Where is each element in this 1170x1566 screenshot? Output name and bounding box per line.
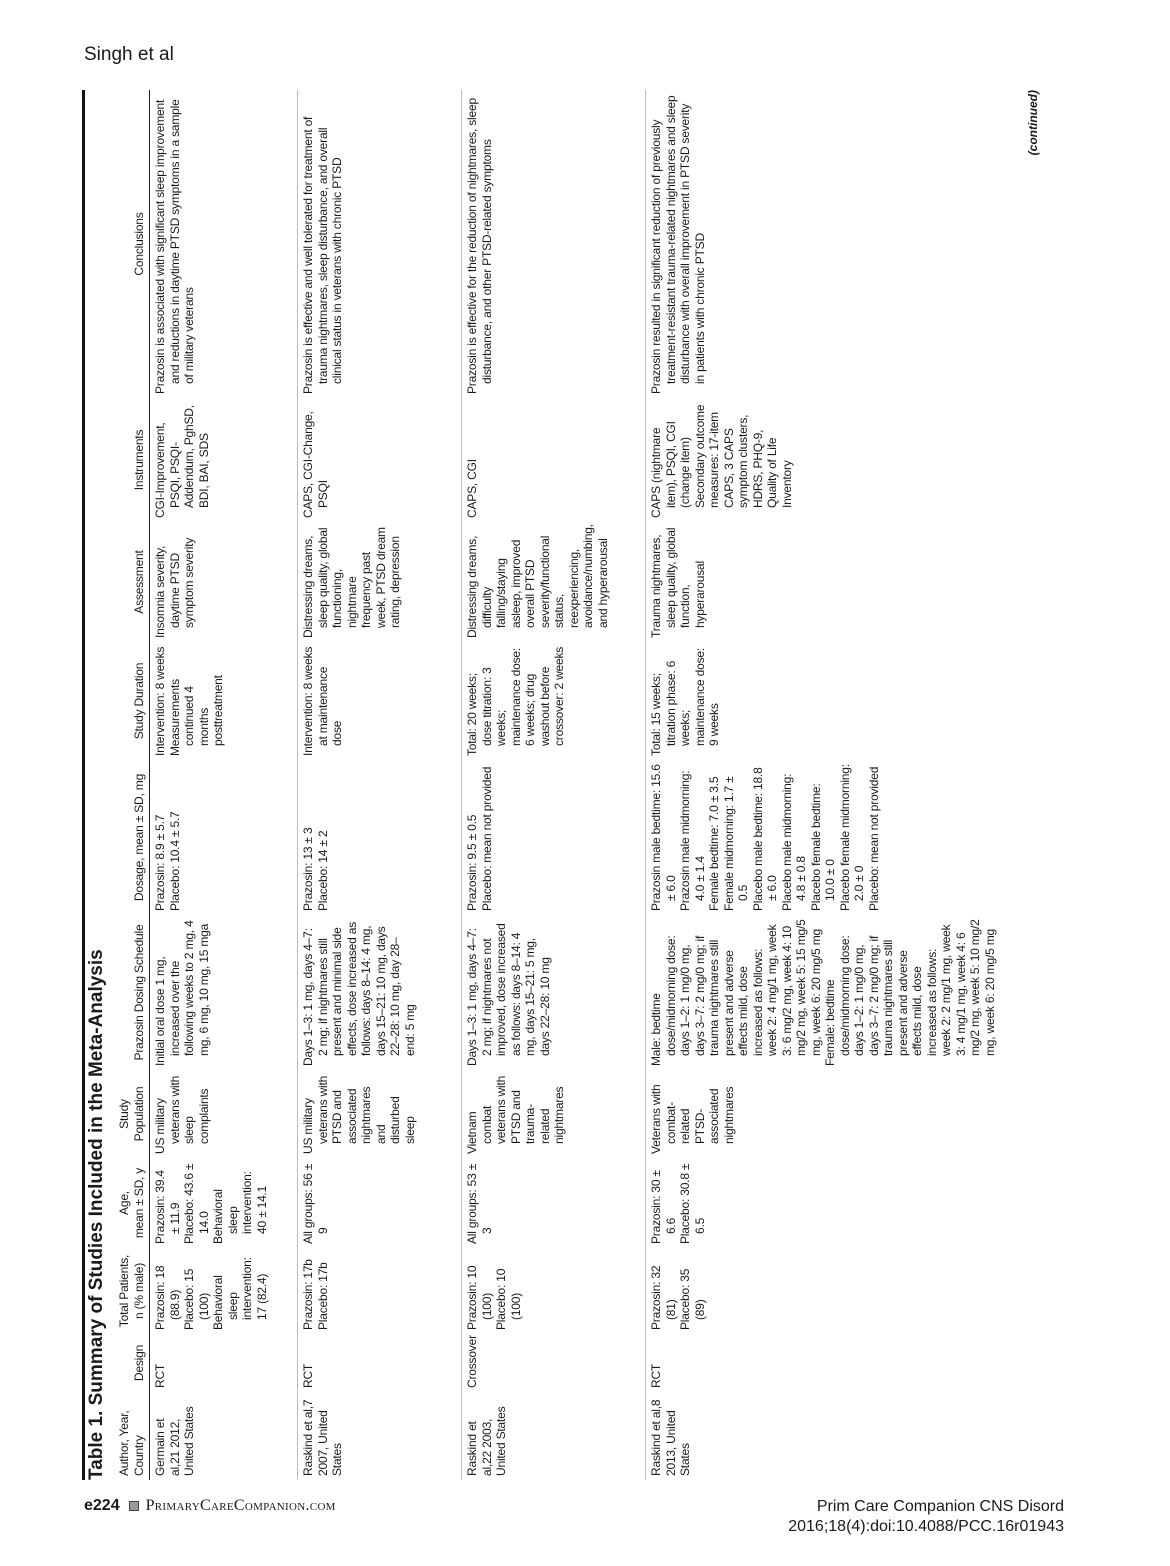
footer-left bbox=[84, 1497, 336, 1515]
dosage-line: Placebo: mean not provided bbox=[866, 766, 881, 911]
cell-instruments bbox=[298, 398, 462, 522]
patients-line: Placebo: 10 (100) bbox=[494, 1268, 523, 1330]
conclusions-text: Prazosin is effective and well tolerated for treatment of trauma nightmares, sleep disturbance, and overall clinical status in veterans with chronic PTSD bbox=[301, 116, 344, 394]
cell-age bbox=[298, 1158, 462, 1248]
cell-assessment bbox=[646, 522, 1000, 642]
table-row bbox=[150, 90, 298, 1480]
age-line: Prazosin: 39.4 ± 11.9 bbox=[153, 1170, 182, 1244]
header-instruments: Instruments bbox=[108, 398, 150, 522]
cell-dosage bbox=[150, 760, 298, 915]
footer-right bbox=[788, 1497, 1064, 1537]
patients-line: Prazosin: 17b bbox=[301, 1259, 315, 1330]
cell-patients bbox=[150, 1248, 298, 1334]
age-line: Prazosin: 30 ± 6.6 bbox=[649, 1170, 678, 1244]
conclusions-text: Prazosin is associated with significant sleep improvement and reductions in daytime PTSD symptoms in a sample of military veterans bbox=[153, 99, 196, 394]
cell-instruments bbox=[462, 398, 646, 522]
instruments-text: CGI-Improvement, PSQI, PSQI-Addendum, PghSD, BDI, BAI, SDS bbox=[153, 405, 211, 518]
dosage-line: Placebo male midmorning: 4.8 ± 0.8 bbox=[779, 773, 808, 911]
age-line: Placebo: 43.6 ± 14.0 bbox=[182, 1163, 211, 1244]
table-row bbox=[462, 90, 646, 1480]
dosage-line: Female midmorning: 1.7 ± 0.5 bbox=[721, 776, 750, 911]
assessment-text: Insomnia severity, daytime PTSD symptom severity bbox=[153, 537, 196, 638]
cell-population bbox=[462, 1070, 646, 1158]
cell-design: Crossover bbox=[462, 1334, 646, 1392]
cell-patients bbox=[646, 1248, 1000, 1334]
cell-conclusions bbox=[150, 90, 298, 398]
cell-conclusions bbox=[646, 90, 1000, 398]
cell-patients bbox=[298, 1248, 462, 1334]
population-text: Veterans with combat-related PTSD-associated nightmares bbox=[649, 1084, 736, 1154]
dosage-line: Prazosin male bedtime: 15.6 ± 6.0 bbox=[649, 764, 678, 911]
cell-patients bbox=[462, 1248, 646, 1334]
conclusions-text: Prazosin is effective for the reduction of nightmares, sleep disturbance, and other PTSD-related symptoms bbox=[465, 98, 494, 394]
cell-design: RCT bbox=[298, 1334, 462, 1392]
cell-design: RCT bbox=[649, 1363, 663, 1388]
dosing-text: Female: bedtime dose/midmorning dose: days 1–2: 1 mg/0 mg, days 3–7: 2 mg/0 mg; if trauma nightmares still present and adverse effects mild, dose increased as follows: week 2: 2 mg/1 mg, week 3: 4 mg/1 mg, week 4: 6 mg/2 mg, week 5: 10 mg/2 mg, week 6: 20 mg/5 mg bbox=[823, 919, 997, 1066]
instruments-text: CAPS, CGI bbox=[465, 459, 479, 518]
header-patients: Total Patients, n (% male) bbox=[108, 1248, 150, 1334]
cell-dosing bbox=[462, 915, 646, 1070]
cell-conclusions bbox=[462, 90, 646, 398]
duration-line: Total: 20 weeks; dose titration: 3 weeks; maintenance dose: 6 weeks; drug washout before crossover: 2 weeks bbox=[465, 646, 566, 756]
header-duration: Study Duration bbox=[108, 642, 150, 760]
cell-duration bbox=[150, 642, 298, 760]
cell-age bbox=[646, 1158, 1000, 1248]
cell-assessment bbox=[150, 522, 298, 642]
page-number: e224 bbox=[84, 1497, 120, 1514]
footer-journal: Prim Care Companion CNS Disord bbox=[816, 1498, 1064, 1515]
patients-line: Placebo: 15 (100) bbox=[182, 1268, 211, 1330]
footer-citation: 2016;18(4):doi:10.4088/PCC.16r01943 bbox=[788, 1518, 1064, 1535]
patients-line: Behavioral sleep intervention: 17 (82.4) bbox=[211, 1257, 269, 1330]
duration-line: Total: 15 weeks; titration phase: 6 weeks; maintenance dose: 9 weeks bbox=[649, 647, 721, 756]
population-text: US military veterans with PTSD and associated nightmares and disturbed sleep bbox=[301, 1075, 417, 1154]
cell-duration bbox=[646, 642, 1000, 760]
dosage-line: Placebo: 14 ± 2 bbox=[315, 830, 330, 911]
cell-population bbox=[298, 1070, 462, 1158]
duration-line: Intervention: 8 weeks bbox=[153, 646, 167, 756]
cell-age bbox=[462, 1158, 646, 1248]
cell-author: Germain et al,21 2012, United States bbox=[150, 1392, 298, 1480]
cell-design: RCT bbox=[150, 1334, 298, 1392]
cell-dosage bbox=[462, 760, 646, 915]
header-assessment: Assessment bbox=[108, 522, 150, 642]
rotated-table-page bbox=[82, 90, 1060, 1480]
patients-line: Prazosin: 32 (81) bbox=[649, 1265, 678, 1330]
dosing-text: Male: bedtime dose/midmorning dose: days 1–2: 1 mg/0 mg, days 3–7: 2 mg/0 mg; if trauma nightmares still present and adverse effects mild, dose increased as follows: week 2: 4 mg/1 mg, week 3: 6 mg/2 mg, week 4: 10 mg/2 mg, week 5: 15 mg/5 mg, week 6: 20 mg/5 mg bbox=[649, 919, 823, 1066]
table-row bbox=[298, 90, 462, 1480]
patients-line: Prazosin: 18 (88.9) bbox=[153, 1265, 182, 1330]
cell-duration bbox=[298, 642, 462, 760]
age-line: Behavioral sleep intervention: 40 ± 14.1 bbox=[211, 1171, 269, 1244]
running-head: Singh et al bbox=[84, 44, 174, 65]
studies-table bbox=[108, 90, 999, 1480]
dosage-line: Prazosin: 9.5 ± 0.5 bbox=[465, 814, 479, 911]
header-dosing: Prazosin Dosing Schedule bbox=[108, 915, 150, 1070]
population-text: Vietnam combat veterans with PTSD and trauma-related nightmares bbox=[465, 1075, 566, 1154]
duration-line: Measurements continued 4 months posttreatment bbox=[167, 675, 225, 756]
dosage-line: Placebo female midmorning: 2.0 ± 0 bbox=[837, 764, 866, 911]
dosage-line: Prazosin: 13 ± 3 bbox=[301, 827, 315, 911]
instruments-text: CAPS (nightmare item), PSQI, CGI (change item) Secondary outcome measures: 17-item CAPS, 3 CAPS symptom clusters, HDRS, PHQ-9, Quality of Life Inventory bbox=[649, 404, 794, 518]
square-bullet-icon bbox=[129, 1501, 139, 1511]
dosing-text: Days 1–3: 1 mg, days 4–7: 2 mg; if nightmares still present and minimal side effects, dose increased as follows: days 8–14: 4 mg, days 15–21: 10 mg, days 22–28: 10 mg, day 28–end: 5 mg bbox=[301, 922, 417, 1066]
assessment-text: Distressing dreams, sleep quality, global functioning, nightmare frequency past week, PTSD dream rating, depression bbox=[301, 527, 402, 638]
footer-site: PrimaryCareCompanion.com bbox=[145, 1497, 336, 1514]
cell-dosing bbox=[150, 915, 298, 1070]
header-dosage: Dosage, mean ± SD, mg bbox=[108, 760, 150, 915]
dosage-line: Prazosin male midmorning: 4.0 ± 1.4 bbox=[678, 770, 707, 911]
cell-dosage bbox=[646, 760, 1000, 915]
table-title bbox=[82, 90, 108, 1480]
patients-line: Placebo: 17b bbox=[315, 1262, 330, 1330]
population-text: US military veterans with sleep complaints bbox=[153, 1075, 211, 1154]
cell-instruments bbox=[150, 398, 298, 522]
assessment-text: Distressing dreams, difficulty falling/staying asleep, improved overall PTSD severity/functional status, reexperiencing, avoidance/numbing, and hyperarousal bbox=[465, 524, 610, 638]
dosage-line: Placebo: 10.4 ± 5.7 bbox=[167, 811, 182, 911]
cell-population bbox=[646, 1070, 1000, 1158]
cell-assessment bbox=[298, 522, 462, 642]
table-header-row bbox=[108, 90, 150, 1480]
dosing-text: Initial oral dose 1 mg, increased over the following weeks to 2 mg, 4 mg, 6 mg, 10 mg, 15 mga bbox=[153, 920, 211, 1066]
conclusions-text: Prazosin resulted in significant reduction of previously treatment-resistant trauma-related nightmares and sleep disturbance with overall improvement in PTSD severity in patients with chronic PTSD bbox=[649, 95, 707, 394]
continued-note: (continued) bbox=[1026, 90, 1040, 156]
dosage-line: Prazosin: 8.9 ± 5.7 bbox=[153, 814, 167, 911]
age-line: All groups: 56 ± 9 bbox=[301, 1163, 330, 1244]
cell-age bbox=[150, 1158, 298, 1248]
duration-line: Intervention: 8 weeks at maintenance dose bbox=[301, 646, 344, 756]
patients-line: Placebo: 35 (89) bbox=[678, 1268, 707, 1330]
cell-instruments bbox=[646, 398, 1000, 522]
dosage-line: Placebo: mean not provided bbox=[479, 766, 494, 911]
cell-duration bbox=[462, 642, 646, 760]
cell-author: Raskind et al,22 2003, United States bbox=[462, 1392, 646, 1480]
header-design: Design bbox=[108, 1334, 150, 1392]
dosage-line: Female bedtime: 7.0 ± 3.5 bbox=[707, 776, 721, 911]
dosage-line: Placebo male bedtime: 18.8 ± 6.0 bbox=[750, 767, 779, 911]
dosing-text: Days 1–3: 1 mg, days 4–7: 2 mg; if nightmares not improved, dose increased as follows: days 8–14: 4 mg, days 15–21: 5 mg, days 22–28: 10 mg bbox=[465, 923, 552, 1066]
assessment-text: Trauma nightmares, sleep quality, global function, hyperarousal bbox=[649, 527, 707, 638]
table-row bbox=[646, 90, 1000, 1480]
patients-line: Prazosin: 10 (100) bbox=[465, 1265, 494, 1330]
cell-dosing bbox=[298, 915, 462, 1070]
header-age: Age, mean ± SD, y bbox=[108, 1158, 150, 1248]
age-line: Placebo: 30.8 ± 6.5 bbox=[678, 1163, 707, 1244]
cell-author: Raskind et al,7 2007, United States bbox=[298, 1392, 462, 1480]
cell-conclusions bbox=[298, 90, 462, 398]
header-author: Author, Year, Country bbox=[108, 1392, 150, 1480]
instruments-text: CAPS, CGI-Change, PSQI bbox=[301, 411, 330, 518]
age-line: All groups: 53 ± 3 bbox=[465, 1163, 494, 1244]
dosage-line: Placebo female bedtime: 10.0 ± 0 bbox=[808, 783, 837, 911]
table-label: Table 1. bbox=[86, 1410, 107, 1480]
cell-dosage bbox=[298, 760, 462, 915]
cell-assessment bbox=[462, 522, 646, 642]
cell-author: Raskind et al,8 2013, United States bbox=[649, 1399, 692, 1476]
header-population: Study Population bbox=[108, 1070, 150, 1158]
cell-population bbox=[150, 1070, 298, 1158]
table-title-text: Summary of Studies Included in the Meta-Analysis bbox=[86, 949, 107, 1406]
header-conclusions: Conclusions bbox=[108, 90, 150, 398]
cell-dosing bbox=[646, 915, 1000, 1070]
